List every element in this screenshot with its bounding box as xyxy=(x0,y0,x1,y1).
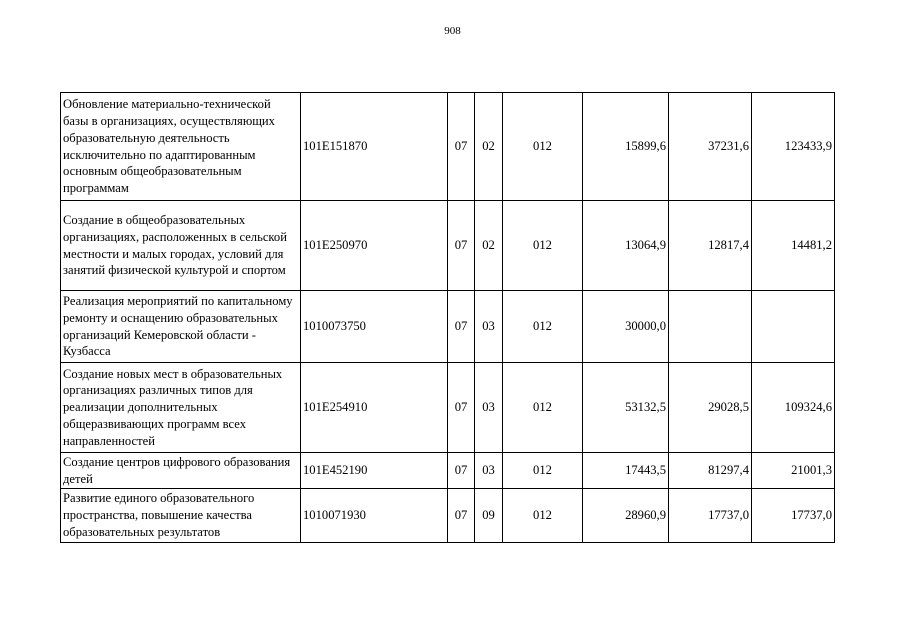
row-sum-2-cell: 29028,5 xyxy=(669,363,752,453)
row-code-cell: 1010071930 xyxy=(301,489,448,543)
table-row xyxy=(61,453,835,489)
row-section-cell: 07 xyxy=(448,453,475,489)
table-row xyxy=(61,93,835,201)
table-row xyxy=(61,489,835,543)
row-expense-type-cell: 012 xyxy=(503,93,583,201)
row-section-cell: 07 xyxy=(448,291,475,363)
row-sum-3-cell: 123433,9 xyxy=(752,93,835,201)
row-subsection-cell: 03 xyxy=(475,363,503,453)
row-code-cell: 101E452190 xyxy=(301,453,448,489)
row-sum-1-cell: 17443,5 xyxy=(583,453,669,489)
table-row xyxy=(61,291,835,363)
row-sum-1-cell: 15899,6 xyxy=(583,93,669,201)
table-row xyxy=(61,201,835,291)
row-sum-2-cell xyxy=(669,291,752,363)
row-name-cell: Создание в общеобразовательных организациях, расположенных в сельской местности и малых городах, условий для занятий физической культурой и спортом xyxy=(61,201,301,291)
row-name-cell: Создание новых мест в образовательных организациях различных типов для реализации дополнительных общеразвивающих программ всех направленностей xyxy=(61,363,301,453)
row-section-cell: 07 xyxy=(448,363,475,453)
page-number: 908 xyxy=(444,25,461,37)
row-sum-1-cell: 28960,9 xyxy=(583,489,669,543)
row-code-cell: 1010073750 xyxy=(301,291,448,363)
row-name-cell: Создание центров цифрового образования детей xyxy=(61,453,301,489)
row-expense-type-cell: 012 xyxy=(503,201,583,291)
row-subsection-cell: 02 xyxy=(475,93,503,201)
row-name-cell: Реализация мероприятий по капитальному ремонту и оснащению образовательных организаций Кемеровской области - Кузбасса xyxy=(61,291,301,363)
table-row xyxy=(61,363,835,453)
row-sum-3-cell xyxy=(752,291,835,363)
row-subsection-cell: 09 xyxy=(475,489,503,543)
row-sum-1-cell: 30000,0 xyxy=(583,291,669,363)
row-subsection-cell: 02 xyxy=(475,201,503,291)
row-expense-type-cell: 012 xyxy=(503,489,583,543)
row-subsection-cell: 03 xyxy=(475,291,503,363)
row-expense-type-cell: 012 xyxy=(503,363,583,453)
row-code-cell: 101E151870 xyxy=(301,93,448,201)
row-sum-3-cell: 109324,6 xyxy=(752,363,835,453)
row-name-cell: Развитие единого образовательного пространства, повышение качества образовательных результатов xyxy=(61,489,301,543)
row-code-cell: 101E250970 xyxy=(301,201,448,291)
row-sum-1-cell: 53132,5 xyxy=(583,363,669,453)
row-section-cell: 07 xyxy=(448,93,475,201)
row-subsection-cell: 03 xyxy=(475,453,503,489)
row-sum-2-cell: 12817,4 xyxy=(669,201,752,291)
row-expense-type-cell: 012 xyxy=(503,291,583,363)
row-sum-2-cell: 81297,4 xyxy=(669,453,752,489)
row-section-cell: 07 xyxy=(448,201,475,291)
row-sum-3-cell: 21001,3 xyxy=(752,453,835,489)
row-section-cell: 07 xyxy=(448,489,475,543)
row-expense-type-cell: 012 xyxy=(503,453,583,489)
row-sum-2-cell: 17737,0 xyxy=(669,489,752,543)
row-sum-1-cell: 13064,9 xyxy=(583,201,669,291)
budget-table xyxy=(60,92,835,543)
row-code-cell: 101E254910 xyxy=(301,363,448,453)
row-name-cell: Обновление материально-технической базы в организациях, осуществляющих образовательную деятельность исключительно по адаптированным основным общеобразовательным программам xyxy=(61,93,301,201)
row-sum-3-cell: 17737,0 xyxy=(752,489,835,543)
row-sum-3-cell: 14481,2 xyxy=(752,201,835,291)
row-sum-2-cell: 37231,6 xyxy=(669,93,752,201)
